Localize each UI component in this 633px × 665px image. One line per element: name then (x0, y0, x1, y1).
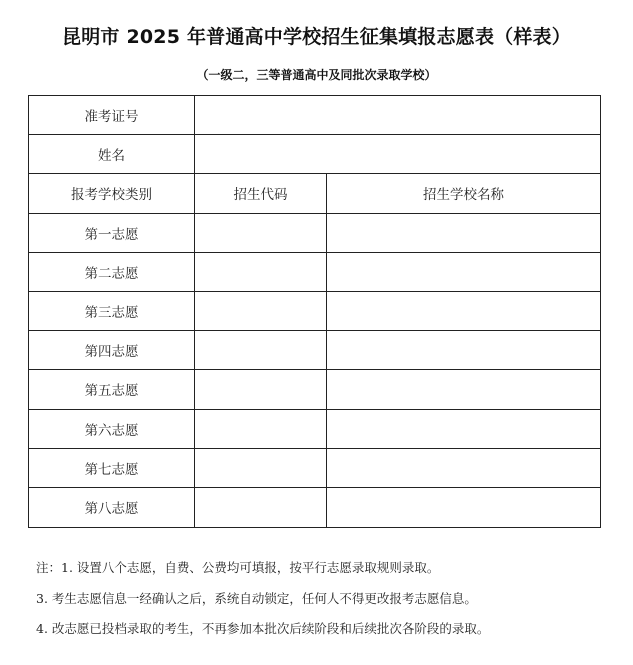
note-line: 注：1. 设置八个志愿，自费、公费均可填报，按平行志愿录取规则录取。 (36, 560, 440, 575)
notes-section (36, 560, 616, 652)
choice-school-field[interactable] (327, 252, 601, 291)
document-subtitle: （一级二，三等普通高中及同批次录取学校） (196, 68, 437, 82)
choice-row (29, 370, 601, 409)
choice-code-field[interactable] (195, 487, 327, 527)
choice-school-field[interactable] (327, 213, 601, 252)
choice-code-field[interactable] (195, 409, 327, 448)
choice-label: 第六志愿 (29, 409, 195, 448)
document-title: 昆明市 2025 年普通高中学校招生征集填报志愿表（样表） (62, 26, 571, 48)
header-row (29, 174, 601, 213)
application-form-table (28, 95, 601, 528)
note-line: 4. 改志愿已投档录取的考生，不再参加本批次后续阶段和后续批次各阶段的录取。 (36, 621, 490, 636)
choice-school-field[interactable] (327, 291, 601, 330)
choice-school-field[interactable] (327, 331, 601, 370)
choice-school-field[interactable] (327, 448, 601, 487)
choice-label: 第八志愿 (29, 487, 195, 527)
choice-code-field[interactable] (195, 213, 327, 252)
choice-row (29, 487, 601, 527)
choice-code-field[interactable] (195, 331, 327, 370)
choice-row (29, 252, 601, 291)
exam-id-label: 准考证号 (29, 96, 195, 135)
choice-row (29, 213, 601, 252)
choice-school-field[interactable] (327, 409, 601, 448)
choice-school-field[interactable] (327, 370, 601, 409)
choice-row (29, 409, 601, 448)
name-label: 姓名 (29, 135, 195, 174)
choice-row (29, 291, 601, 330)
choice-label: 第五志愿 (29, 370, 195, 409)
choice-row (29, 448, 601, 487)
header-school-name: 招生学校名称 (327, 174, 601, 213)
exam-id-row (29, 96, 601, 135)
exam-id-field[interactable] (195, 96, 601, 135)
choice-label: 第一志愿 (29, 213, 195, 252)
choice-label: 第三志愿 (29, 291, 195, 330)
choice-school-field[interactable] (327, 487, 601, 527)
choice-code-field[interactable] (195, 252, 327, 291)
choice-row (29, 331, 601, 370)
header-enrollment-code: 招生代码 (195, 174, 327, 213)
choice-code-field[interactable] (195, 448, 327, 487)
choice-code-field[interactable] (195, 370, 327, 409)
name-row (29, 135, 601, 174)
choice-label: 第二志愿 (29, 252, 195, 291)
choice-label: 第七志愿 (29, 448, 195, 487)
note-line: 3. 考生志愿信息一经确认之后，系统自动锁定，任何人不得更改报考志愿信息。 (36, 590, 477, 606)
choice-label: 第四志愿 (29, 331, 195, 370)
header-school-category: 报考学校类别 (29, 174, 195, 213)
name-field[interactable] (195, 135, 601, 174)
choice-code-field[interactable] (195, 291, 327, 330)
